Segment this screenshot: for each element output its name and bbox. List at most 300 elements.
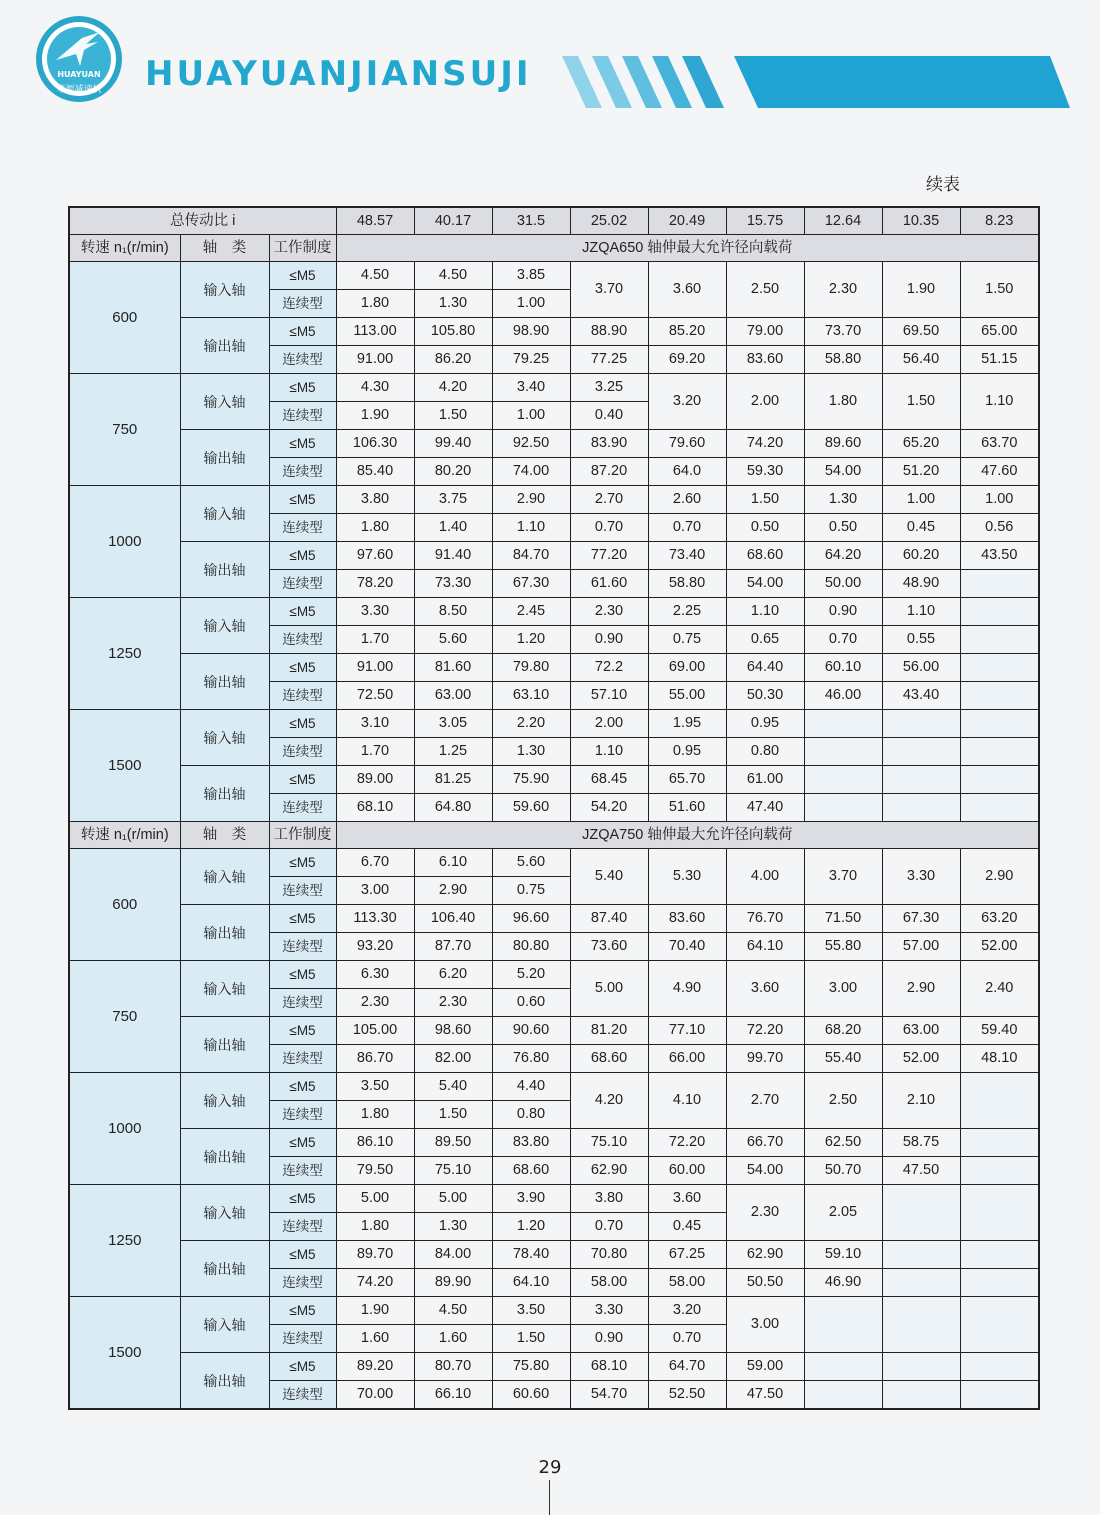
section-title: JZQA650 轴伸最大允许径向载荷: [336, 235, 1039, 262]
load-value-merged: 2.90: [960, 849, 1039, 905]
duty-label: 连续型: [269, 877, 336, 905]
load-value: 80.80: [492, 933, 570, 961]
ratio-value: 40.17: [414, 207, 492, 235]
speed-column-header: 转速 n₁(r/min): [69, 822, 180, 849]
load-value: 0.75: [492, 877, 570, 905]
load-value: 5.60: [492, 849, 570, 877]
duty-label: 连续型: [269, 346, 336, 374]
load-value-merged: 3.70: [804, 849, 882, 905]
load-value: 0.45: [648, 1213, 726, 1241]
load-value: 67.30: [882, 905, 960, 933]
table-row: [69, 542, 1039, 570]
ratio-value: 8.23: [960, 207, 1039, 235]
table-row: [69, 374, 1039, 402]
load-value: 91.00: [336, 654, 414, 682]
output-shaft-label: 输出轴: [180, 766, 269, 822]
load-value: 86.10: [336, 1129, 414, 1157]
load-value: 58.80: [648, 570, 726, 598]
load-value: 0.50: [804, 514, 882, 542]
table-row: [69, 1297, 1039, 1325]
load-value-merged: 3.60: [648, 262, 726, 318]
ratio-header-row: [69, 207, 1039, 235]
duty-label: 连续型: [269, 1325, 336, 1353]
load-value: [882, 738, 960, 766]
load-value: 0.40: [570, 402, 648, 430]
load-value: 3.30: [570, 1297, 648, 1325]
speed-cell: 1250: [69, 1185, 180, 1297]
load-value-merged: 4.20: [570, 1073, 648, 1129]
load-value: 62.90: [570, 1157, 648, 1185]
load-value: 77.10: [648, 1017, 726, 1045]
load-value: 1.50: [414, 402, 492, 430]
load-value: 1.70: [336, 738, 414, 766]
load-value: 1.50: [492, 1325, 570, 1353]
load-value: 3.80: [570, 1185, 648, 1213]
load-value: 72.20: [648, 1129, 726, 1157]
load-value: 87.20: [570, 458, 648, 486]
load-value: [882, 1381, 960, 1410]
duty-label: ≤M5: [269, 766, 336, 794]
load-value: 66.10: [414, 1381, 492, 1410]
load-value: 1.00: [492, 290, 570, 318]
load-value: [960, 1129, 1039, 1157]
load-value: 80.20: [414, 458, 492, 486]
load-value: 1.10: [492, 514, 570, 542]
load-value-merged: 1.80: [804, 374, 882, 430]
load-value: 1.90: [336, 402, 414, 430]
load-value: 63.10: [492, 682, 570, 710]
input-shaft-label: 输入轴: [180, 486, 269, 542]
load-value: 0.95: [726, 710, 804, 738]
page-number-line: [549, 1480, 550, 1515]
load-value: 83.80: [492, 1129, 570, 1157]
load-value: 2.45: [492, 598, 570, 626]
load-value: 64.20: [804, 542, 882, 570]
load-value: 3.30: [336, 598, 414, 626]
speed-cell: 600: [69, 849, 180, 961]
load-value-merged: 2.30: [804, 262, 882, 318]
load-value: 1.00: [960, 486, 1039, 514]
load-value: 6.30: [336, 961, 414, 989]
duty-label: 连续型: [269, 626, 336, 654]
load-value: [804, 1381, 882, 1410]
load-value: 91.40: [414, 542, 492, 570]
load-value-merged: 4.10: [648, 1073, 726, 1129]
load-value: [882, 1353, 960, 1381]
duty-label: 连续型: [269, 1101, 336, 1129]
speed-cell: 1500: [69, 710, 180, 822]
load-value: [804, 766, 882, 794]
duty-label: ≤M5: [269, 849, 336, 877]
duty-label: 连续型: [269, 738, 336, 766]
load-value: 54.00: [726, 1157, 804, 1185]
load-value-merged: 2.00: [726, 374, 804, 430]
duty-label: 连续型: [269, 989, 336, 1017]
load-value: 1.30: [492, 738, 570, 766]
load-value: 55.80: [804, 933, 882, 961]
load-value: 79.00: [726, 318, 804, 346]
duty-label: ≤M5: [269, 961, 336, 989]
load-value: 93.20: [336, 933, 414, 961]
duty-label: 连续型: [269, 1045, 336, 1073]
load-value: 50.30: [726, 682, 804, 710]
table-row: [69, 1017, 1039, 1045]
load-value: 50.00: [804, 570, 882, 598]
load-value: 4.30: [336, 374, 414, 402]
speed-cell: 750: [69, 374, 180, 486]
load-value: 3.20: [648, 1297, 726, 1325]
load-value: 61.60: [570, 570, 648, 598]
load-value-merged: 1.10: [960, 374, 1039, 430]
load-value-merged: 3.00: [726, 1297, 804, 1353]
load-value-merged: 2.05: [804, 1185, 882, 1241]
load-value: 3.00: [336, 877, 414, 905]
load-value: [882, 710, 960, 738]
output-shaft-label: 输出轴: [180, 654, 269, 710]
load-value: 91.00: [336, 346, 414, 374]
load-value: 1.80: [336, 290, 414, 318]
load-value-merged: 1.90: [882, 262, 960, 318]
speed-cell: 600: [69, 262, 180, 374]
load-value: 0.45: [882, 514, 960, 542]
duty-label: ≤M5: [269, 318, 336, 346]
load-value: 79.80: [492, 654, 570, 682]
load-value: 0.95: [648, 738, 726, 766]
load-value: 1.40: [414, 514, 492, 542]
load-value: 63.20: [960, 905, 1039, 933]
load-value: 50.50: [726, 1269, 804, 1297]
load-value: [804, 1353, 882, 1381]
load-value-merged: 2.70: [726, 1073, 804, 1129]
load-value: 69.50: [882, 318, 960, 346]
load-value: 47.60: [960, 458, 1039, 486]
load-value: [960, 1353, 1039, 1381]
table-row: [69, 766, 1039, 794]
load-value: 59.00: [726, 1353, 804, 1381]
load-value: 68.60: [726, 542, 804, 570]
load-value: 1.25: [414, 738, 492, 766]
load-value: 3.50: [492, 1297, 570, 1325]
ratio-value: 12.64: [804, 207, 882, 235]
load-value: 64.70: [648, 1353, 726, 1381]
load-value: 79.25: [492, 346, 570, 374]
load-value: 73.40: [648, 542, 726, 570]
load-value: 79.60: [648, 430, 726, 458]
load-value: 77.20: [570, 542, 648, 570]
load-value: 97.60: [336, 542, 414, 570]
load-value: 81.60: [414, 654, 492, 682]
table-row: [69, 1241, 1039, 1269]
load-value: 60.60: [492, 1381, 570, 1410]
table-row: [69, 849, 1039, 877]
load-value: 54.20: [570, 794, 648, 822]
load-value: 73.70: [804, 318, 882, 346]
ratio-value: 31.5: [492, 207, 570, 235]
load-value: [960, 570, 1039, 598]
input-shaft-label: 输入轴: [180, 710, 269, 766]
table-row: [69, 1073, 1039, 1101]
load-value: 2.30: [570, 598, 648, 626]
load-value: 113.00: [336, 318, 414, 346]
load-value: 0.55: [882, 626, 960, 654]
section-header-row: [69, 822, 1039, 849]
load-value: 75.10: [414, 1157, 492, 1185]
load-value: [960, 1381, 1039, 1410]
load-value: 83.60: [648, 905, 726, 933]
load-value: [960, 794, 1039, 822]
shaft-column-header: 轴 类: [180, 235, 269, 262]
duty-label: ≤M5: [269, 1185, 336, 1213]
load-value: 64.80: [414, 794, 492, 822]
load-value: 59.30: [726, 458, 804, 486]
load-value: 1.30: [804, 486, 882, 514]
duty-label: ≤M5: [269, 430, 336, 458]
load-value: 62.90: [726, 1241, 804, 1269]
table-row: [69, 262, 1039, 290]
load-value: 51.60: [648, 794, 726, 822]
duty-label: 连续型: [269, 1269, 336, 1297]
load-value: [960, 710, 1039, 738]
load-value: 1.10: [570, 738, 648, 766]
load-value: 43.40: [882, 682, 960, 710]
load-value: 89.70: [336, 1241, 414, 1269]
table-row: [69, 654, 1039, 682]
load-value: 89.60: [804, 430, 882, 458]
load-value: 65.70: [648, 766, 726, 794]
load-value: 99.70: [726, 1045, 804, 1073]
speed-cell: 750: [69, 961, 180, 1073]
load-value-merged: [882, 1185, 960, 1241]
load-value: 75.10: [570, 1129, 648, 1157]
ratio-value: 20.49: [648, 207, 726, 235]
load-value-merged: 2.50: [804, 1073, 882, 1129]
load-value: [882, 1269, 960, 1297]
load-value: [882, 794, 960, 822]
load-value: 60.10: [804, 654, 882, 682]
load-value: 66.00: [648, 1045, 726, 1073]
duty-label: 连续型: [269, 1213, 336, 1241]
load-value: [804, 794, 882, 822]
load-value: 84.00: [414, 1241, 492, 1269]
duty-label: ≤M5: [269, 1353, 336, 1381]
load-value: 4.50: [414, 1297, 492, 1325]
load-value-merged: 4.00: [726, 849, 804, 905]
load-value: [804, 738, 882, 766]
load-value: 1.70: [336, 626, 414, 654]
load-value: 67.30: [492, 570, 570, 598]
load-value: 2.30: [336, 989, 414, 1017]
load-value: 52.00: [882, 1045, 960, 1073]
load-value: 58.75: [882, 1129, 960, 1157]
load-value: 46.90: [804, 1269, 882, 1297]
load-value: 55.00: [648, 682, 726, 710]
duty-label: ≤M5: [269, 654, 336, 682]
load-value: 57.10: [570, 682, 648, 710]
load-value: 5.40: [414, 1073, 492, 1101]
duty-label: 连续型: [269, 402, 336, 430]
load-value: 2.20: [492, 710, 570, 738]
load-value: 68.60: [492, 1157, 570, 1185]
load-value: 56.00: [882, 654, 960, 682]
duty-label: 连续型: [269, 514, 336, 542]
table-row: [69, 598, 1039, 626]
load-value: 76.70: [726, 905, 804, 933]
input-shaft-label: 输入轴: [180, 1185, 269, 1241]
load-value: 59.60: [492, 794, 570, 822]
ratio-value: 25.02: [570, 207, 648, 235]
load-value: 0.60: [492, 989, 570, 1017]
table-row: [69, 318, 1039, 346]
load-value: 85.20: [648, 318, 726, 346]
logo-english-text: HUAYUAN: [57, 70, 101, 79]
load-value: 54.70: [570, 1381, 648, 1410]
duty-label: 连续型: [269, 682, 336, 710]
load-value: 64.40: [726, 654, 804, 682]
load-value: 3.80: [336, 486, 414, 514]
load-value: 98.90: [492, 318, 570, 346]
duty-column-header: 工作制度: [269, 822, 336, 849]
load-value: 78.40: [492, 1241, 570, 1269]
load-value-merged: 3.70: [570, 262, 648, 318]
load-value-merged: 2.50: [726, 262, 804, 318]
load-value: 1.30: [414, 1213, 492, 1241]
load-value: 58.00: [648, 1269, 726, 1297]
load-value: 68.10: [336, 794, 414, 822]
load-value: 84.70: [492, 542, 570, 570]
load-value: 105.00: [336, 1017, 414, 1045]
load-value: 1.00: [882, 486, 960, 514]
load-value: 5.00: [414, 1185, 492, 1213]
load-value: 3.60: [648, 1185, 726, 1213]
load-value: 3.05: [414, 710, 492, 738]
output-shaft-label: 输出轴: [180, 542, 269, 598]
load-value-merged: 4.90: [648, 961, 726, 1017]
table-row: [69, 430, 1039, 458]
load-value: 48.90: [882, 570, 960, 598]
load-value: 62.50: [804, 1129, 882, 1157]
section-header-row: [69, 235, 1039, 262]
duty-column-header: 工作制度: [269, 235, 336, 262]
load-value: 73.30: [414, 570, 492, 598]
logo-chinese-text: 华源减速机: [56, 85, 102, 95]
load-value: 78.20: [336, 570, 414, 598]
load-value: 64.10: [726, 933, 804, 961]
load-value: 69.00: [648, 654, 726, 682]
input-shaft-label: 输入轴: [180, 1297, 269, 1353]
output-shaft-label: 输出轴: [180, 1241, 269, 1297]
load-value: 1.80: [336, 514, 414, 542]
load-value: 0.70: [648, 514, 726, 542]
load-value: 64.10: [492, 1269, 570, 1297]
load-value: 83.60: [726, 346, 804, 374]
load-value: 98.60: [414, 1017, 492, 1045]
load-value: 0.50: [726, 514, 804, 542]
load-value: 48.10: [960, 1045, 1039, 1073]
output-shaft-label: 输出轴: [180, 1017, 269, 1073]
load-value: 86.70: [336, 1045, 414, 1073]
load-value: 2.90: [414, 877, 492, 905]
load-value: 79.50: [336, 1157, 414, 1185]
load-value: 0.75: [648, 626, 726, 654]
load-value: 74.20: [336, 1269, 414, 1297]
load-value: 8.50: [414, 598, 492, 626]
load-value: 2.00: [570, 710, 648, 738]
load-value: 68.60: [570, 1045, 648, 1073]
load-value: 1.10: [882, 598, 960, 626]
table-row: [69, 1185, 1039, 1213]
load-value: 58.00: [570, 1269, 648, 1297]
load-value: 4.50: [336, 262, 414, 290]
load-value: 89.00: [336, 766, 414, 794]
load-value: 85.40: [336, 458, 414, 486]
output-shaft-label: 输出轴: [180, 1353, 269, 1410]
load-value: 59.10: [804, 1241, 882, 1269]
load-value-merged: [804, 1297, 882, 1353]
load-value: 1.80: [336, 1101, 414, 1129]
load-value: 75.90: [492, 766, 570, 794]
load-value-merged: 1.50: [960, 262, 1039, 318]
input-shaft-label: 输入轴: [180, 961, 269, 1017]
load-value: 89.20: [336, 1353, 414, 1381]
load-value: 63.70: [960, 430, 1039, 458]
input-shaft-label: 输入轴: [180, 598, 269, 654]
load-value: [960, 1241, 1039, 1269]
load-value: 96.60: [492, 905, 570, 933]
load-value: 55.40: [804, 1045, 882, 1073]
load-value-merged: [960, 1297, 1039, 1353]
load-value: 3.50: [336, 1073, 414, 1101]
load-value: 70.00: [336, 1381, 414, 1410]
load-value: [882, 1241, 960, 1269]
speed-cell: 1500: [69, 1297, 180, 1410]
duty-label: 连续型: [269, 794, 336, 822]
table-row: [69, 710, 1039, 738]
section-title: JZQA750 轴伸最大允许径向载荷: [336, 822, 1039, 849]
load-value: 70.80: [570, 1241, 648, 1269]
load-value-merged: 5.00: [570, 961, 648, 1017]
load-value: 54.00: [804, 458, 882, 486]
load-value: 99.40: [414, 430, 492, 458]
load-value: 90.60: [492, 1017, 570, 1045]
load-value: 4.20: [414, 374, 492, 402]
load-value: 1.80: [336, 1213, 414, 1241]
load-value: 3.75: [414, 486, 492, 514]
load-value: 88.90: [570, 318, 648, 346]
load-value-merged: [960, 1073, 1039, 1129]
load-value: 0.70: [570, 1213, 648, 1241]
load-value: 1.60: [336, 1325, 414, 1353]
output-shaft-label: 输出轴: [180, 318, 269, 374]
table-row: [69, 486, 1039, 514]
output-shaft-label: 输出轴: [180, 905, 269, 961]
load-value: 72.20: [726, 1017, 804, 1045]
load-value: 74.00: [492, 458, 570, 486]
load-value-merged: 2.10: [882, 1073, 960, 1129]
load-value: 63.00: [882, 1017, 960, 1045]
load-value-merged: [882, 1297, 960, 1353]
input-shaft-label: 输入轴: [180, 374, 269, 430]
load-value: 1.60: [414, 1325, 492, 1353]
load-value: 3.90: [492, 1185, 570, 1213]
table-row: [69, 905, 1039, 933]
company-logo: [36, 16, 122, 102]
load-value-merged: 2.30: [726, 1185, 804, 1241]
load-value: 3.85: [492, 262, 570, 290]
load-value: 51.15: [960, 346, 1039, 374]
duty-label: ≤M5: [269, 374, 336, 402]
load-value: 4.40: [492, 1073, 570, 1101]
ratio-label: 总传动比 i: [69, 207, 336, 235]
